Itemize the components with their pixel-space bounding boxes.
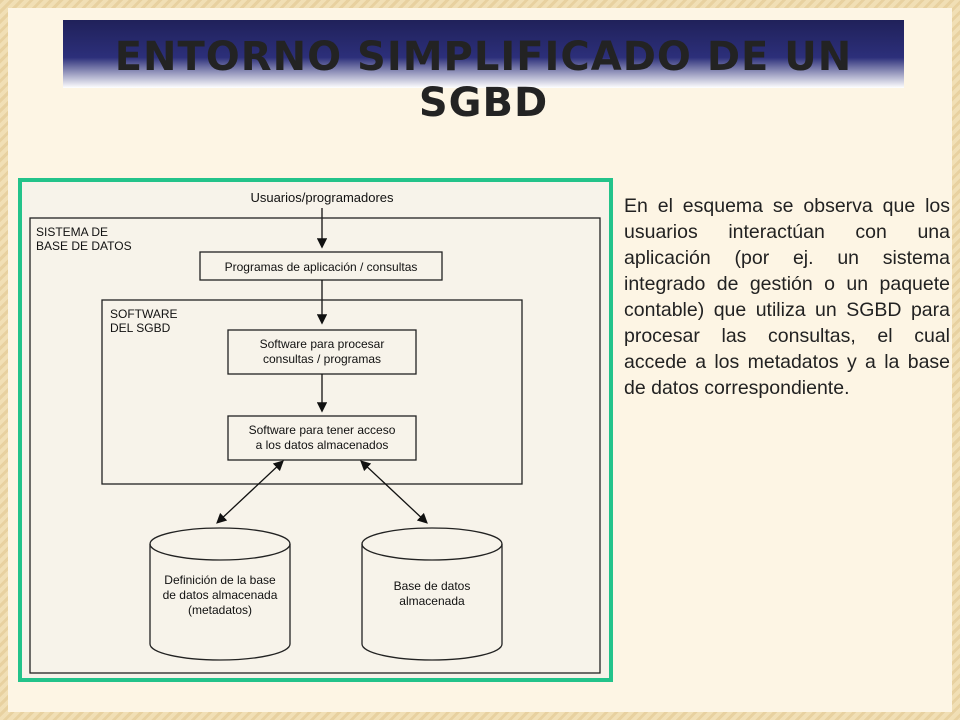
process-label-1: Software para procesar <box>259 337 385 351</box>
software-label-1: SOFTWARE <box>110 307 178 321</box>
system-label-2: BASE DE DATOS <box>36 239 132 253</box>
apps-label: Programas de aplicación / consultas <box>224 260 418 274</box>
database-label-2: almacenada <box>399 594 465 608</box>
access-label-1: Software para tener acceso <box>248 423 396 437</box>
keyword-metadatos: metadatos <box>747 351 839 373</box>
description-paragraph <box>624 193 950 401</box>
dbms-diagram <box>22 182 609 678</box>
arrow-access-database <box>362 462 426 522</box>
page-title: ENTORNO SIMPLIFICADO DE UN SGBD <box>114 34 853 126</box>
database-label-1: Base de datos <box>393 579 471 593</box>
system-label-1: SISTEMA DE <box>36 225 109 239</box>
metadata-label-3: (metadatos) <box>187 603 253 617</box>
access-label-2: a los datos almacenados <box>255 438 389 452</box>
metadata-label-2: de datos almacenada <box>162 588 278 602</box>
para-text-2: interactúan con una <box>697 221 950 243</box>
arrow-access-metadata <box>218 462 282 522</box>
keyword-usuarios: usuarios <box>624 221 698 243</box>
para-text-5: y a la <box>838 351 908 373</box>
title-banner <box>63 20 904 126</box>
users-label: Usuarios/programadores <box>250 190 394 205</box>
para-text-4: para procesar las consultas, el cual accede a los <box>624 299 950 373</box>
para-text-6: correspondiente. <box>698 377 850 399</box>
keyword-aplicacion: aplicación <box>624 247 711 269</box>
keyword-base-de-datos: base de datos <box>624 351 951 399</box>
process-label-2: consultas / programas <box>262 352 382 366</box>
para-text-1: En el esquema se observa que los <box>624 195 950 217</box>
keyword-sgbd: SGBD <box>846 299 902 321</box>
diagram-frame <box>18 178 613 682</box>
software-label-2: DEL SGBD <box>110 321 171 335</box>
para-text-3: (por ej. un sistema integrado de gestión o un paquete contable) que utiliza un <box>624 247 950 321</box>
metadata-label-1: Definición de la base <box>164 573 276 587</box>
